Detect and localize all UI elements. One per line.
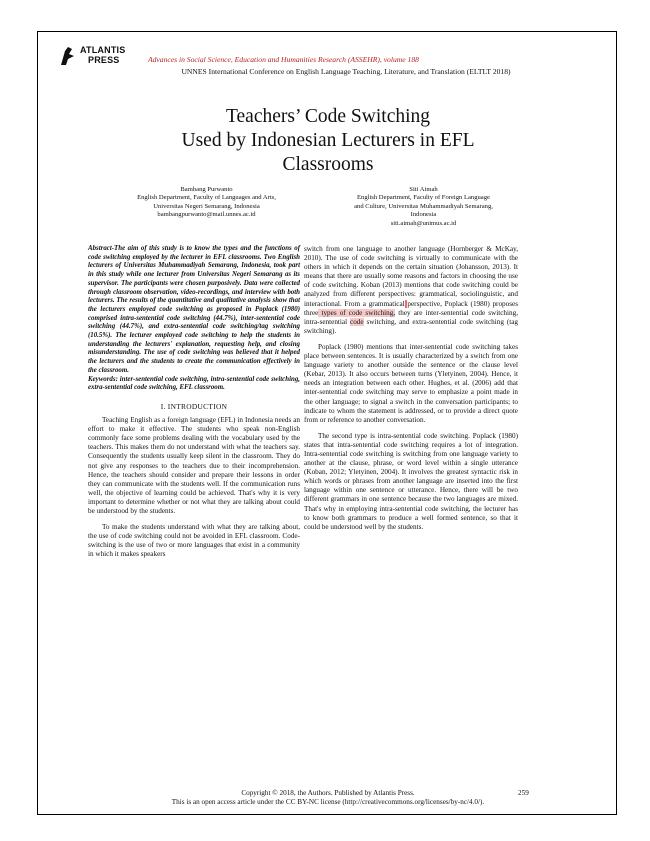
text-run: switch from one language to another language (Hornberger & McKay, 2010). The use of code switching is virtually to communicate with the others in which it depends on the certain situation (Johansson, 2013). It means that there are usually some reasons and factors in choosing the use of code switching. Koban (2013) mentions that code switching could be analyzed from different perspectives: grammatical, sociolinguistic, and interactional. From a grammatical [304, 245, 518, 308]
intro-paragraph-1: Teaching English as a foreign language (EFL) in Indonesia needs an effort to make it effective. The students who speak non-English commonly face some problems dealing with the vocabulary used by the teachers. This makes them do not understand with what the teachers say. Consequently the students usually keep silent in the classroom. They do not give any responses to the teachers due to their incomprehension. Hence, the teachers should consider and prepare their lessons in order they can communicate with the students well. If the communication runs well, the objective of learning could be achieved. That's why it is very important to determine whether or not what they are talking about could be understood by the students. [88, 416, 300, 515]
highlighted-text[interactable]: code [350, 317, 364, 326]
section-heading-introduction: I. INTRODUCTION [160, 401, 228, 411]
title-line-3: Classrooms [282, 154, 374, 175]
left-column [88, 245, 300, 559]
author-name: Bambang Purwanto [180, 186, 233, 193]
series-title: Advances in Social Science, Education and Humanities Research (ASSEHR), volume 188 [148, 55, 419, 64]
right-paragraph-1 [304, 245, 518, 336]
atlantis-logo-icon [58, 45, 78, 67]
keywords-text: Keywords: inter-sentential code switching, intra-sentential code switching, extra-sentential code switching, EFL classroom. [88, 375, 300, 392]
author-affiliation: Indonesia [410, 211, 437, 219]
author-block-1 [104, 186, 309, 220]
text-run: switching, and extra-sentential code switching (tag switching). [304, 317, 518, 335]
page-footer [98, 789, 558, 807]
author-email: bambangpurwanto@mail.unnes.ac.id [157, 211, 256, 219]
paper-title [98, 105, 558, 177]
right-paragraph-3: The second type is intra-sentential code switching. Poplack (1980) states that intra-sentential code switching requires a lot of integration. Intra-sentential code switching is switching from one language variety to another at the clause, phrase, or word level within a single utterance (Koban, 2012; Yletyinen, 2004). It involves the greatest syntactic risk in which words or phrases from another language are inserted into the first language within one sentence or utterance. Hence, there will be two different grammars in one sentence because the two languages are mixed. That's why in employing intra-sentential code switching, the lecturer has to know both grammars to produce a well formed sentence, so that it could be understood well by the students. [304, 431, 518, 531]
page-number: 259 [518, 789, 529, 797]
paper-page [37, 31, 617, 815]
author-affiliation: and Culture, Universitas Muhammadiyah Semarang, [354, 202, 493, 210]
logo-line-2: PRESS [88, 55, 120, 65]
text-run: perspective, Poplack (1980) proposes three [304, 299, 519, 317]
right-column [304, 245, 518, 532]
author-affiliation: English Department, Faculty of Languages and Arts, [137, 194, 276, 202]
license-text: This is an open access article under the CC BY-NC license (http://creativecommons.org/licenses/by-nc/4.0/). [171, 798, 485, 806]
conference-name: UNNES International Conference on English Language Teaching, Literature, and Translation (ELTLT 2018) [181, 67, 511, 76]
title-line-1: Teachers’ Code Switching [225, 106, 431, 127]
title-line-2: Used by Indonesian Lecturers in EFL [181, 130, 475, 151]
author-email: siti.aimah@unimus.ac.id [390, 219, 457, 227]
author-affiliation: English Department, Faculty of Foreign Language [357, 194, 490, 202]
highlighted-text[interactable]: types of code switching, [318, 308, 396, 317]
abstract-text: Abstract-The aim of this study is to know the types and the functions of code switching employed by the lecturer in EFL classrooms. Two English lecturers of Universitas Muhammadiyah Semarang, Indonesia, took part in this study while one lecturer from Universitas Negeri Semarang as its supervisor. The participants were chosen purposively. Data were collected through classroom observation, video-recordings, and interview with both lecturers. The results of the quantitative and qualitative analysis show that the lecturers employed code switching as proposed in Poplack (1980) comprised intra-sentential code switching (44.7%), inter-sentential code switching (44.7%), and extra-sentential code switching/tag switching (10.5%). The lecturer employed code switching to help the students in understanding the lecturers' explanation, requesting help, and closing misunderstanding. The use of code switching was believed that it helped the lecturers and the students to create the communication effectively in the classroom. [88, 245, 300, 374]
author-name: Siti Aimah [409, 186, 438, 193]
text-run: they are inter-sentential code switching, intra-sentential [304, 308, 518, 326]
right-paragraph-2: Poplack (1980) mentions that inter-sentential code switching takes place between sentences. It is usually characterized by a switch from one language variety to another outside the sentence or the clause level (Kebar, 2013). It also occurs between turns (Yletyinen, 2004). Hence, it needs an integration between each other. Hughes, et al. (2006) add that inter-sentential code switching may serve to emphasize a point made in the other language; to signal a switch in the conversation participants; to indicate to whom the statement is addressed, or to provide a direct quote from or reference to another conversation. [304, 342, 518, 424]
intro-paragraph-2: To make the students understand with what they are talking about, the use of code switching could not be avoided in EFL classroom. Code-switching is the use of two or more languages that exist in a community in which it makes speakers [88, 523, 300, 559]
author-affiliation: Universitas Negeri Semarang, Indonesia [153, 202, 260, 210]
author-block-2 [321, 186, 526, 228]
copyright-text: Copyright © 2018, the Authors. Published by Atlantis Press. [241, 789, 415, 797]
logo-line-1: ATLANTIS [80, 45, 126, 55]
